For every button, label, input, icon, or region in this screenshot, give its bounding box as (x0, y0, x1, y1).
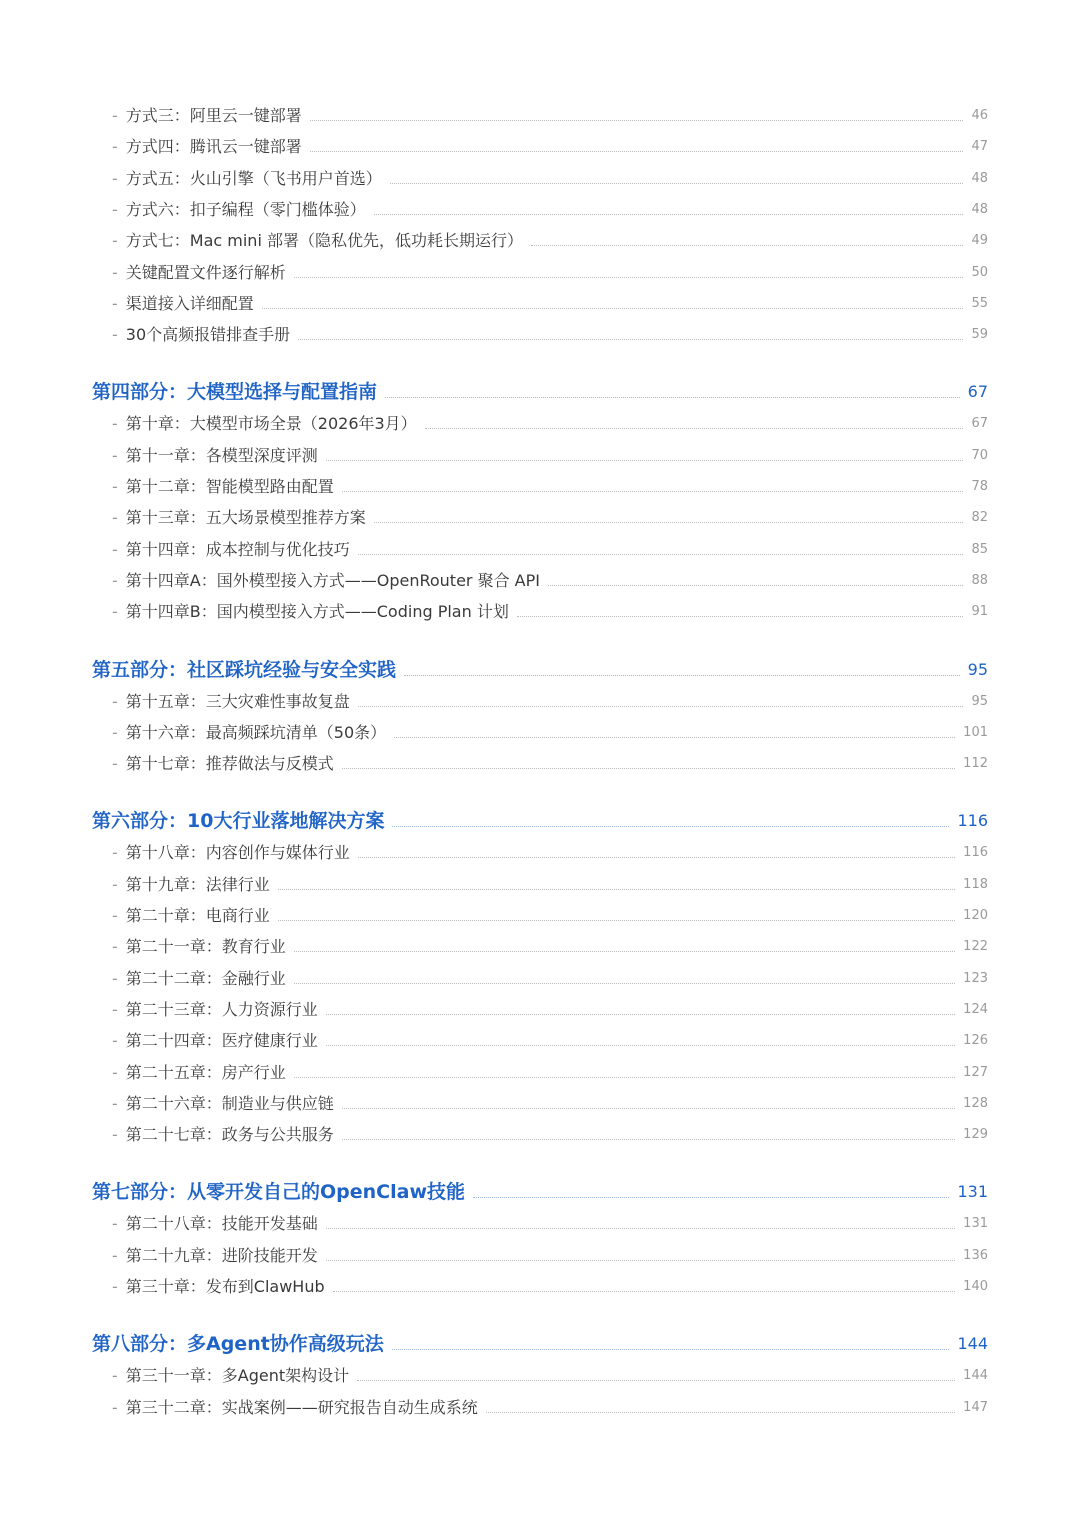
page-number: 47 (971, 139, 988, 155)
page-number: 128 (963, 1095, 988, 1111)
chapter-title: 第二十六章：制造业与供应链 (125, 1093, 334, 1113)
toc-chapter-entry[interactable] (112, 692, 988, 712)
page-number: 85 (971, 541, 988, 557)
list-dash: - (112, 262, 118, 282)
chapter-title: 第三十一章：多Agent架构设计 (125, 1366, 350, 1386)
chapter-title: 第十九章：法律行业 (125, 874, 270, 894)
list-dash: - (112, 1125, 118, 1145)
page-number: 48 (971, 201, 988, 217)
dotted-leader (342, 768, 955, 769)
toc-chapter-entry[interactable] (112, 263, 988, 283)
chapter-title: 第二十七章：政务与公共服务 (125, 1125, 334, 1145)
dotted-leader (425, 428, 964, 429)
page-number: 136 (963, 1247, 988, 1263)
chapter-title: 第二十四章：医疗健康行业 (125, 1031, 318, 1051)
toc-chapter-entry[interactable] (112, 106, 988, 126)
list-dash: - (112, 1062, 118, 1082)
dotted-leader (394, 737, 955, 738)
part-title: 第四部分：大模型选择与配置指南 (92, 381, 378, 404)
list-dash: - (112, 968, 118, 988)
dotted-leader (294, 983, 955, 984)
toc-chapter-entry[interactable] (112, 137, 988, 157)
page-number: 127 (963, 1064, 988, 1080)
chapter-title: 第十四章A：国外模型接入方式——OpenRouter 聚合 API (125, 570, 540, 590)
toc-chapter-entry[interactable] (112, 446, 988, 466)
chapter-title: 第二十八章：技能开发基础 (125, 1214, 318, 1234)
dotted-leader (278, 889, 955, 890)
chapter-title: 方式七：Mac mini 部署（隐私优先，低功耗长期运行） (125, 231, 523, 251)
page-number: 95 (967, 659, 988, 679)
dotted-leader (326, 1014, 955, 1015)
toc-chapter-entry[interactable] (112, 906, 988, 926)
page-number: 101 (963, 724, 988, 740)
dotted-leader (358, 554, 964, 555)
page-number: 95 (971, 693, 988, 709)
list-dash: - (112, 106, 118, 125)
chapter-title: 第二十章：电商行业 (125, 906, 270, 925)
toc-chapter-entry[interactable] (112, 969, 988, 989)
dotted-leader (342, 1108, 955, 1109)
dotted-leader (358, 706, 964, 707)
toc-chapter-entry[interactable] (112, 1000, 988, 1020)
dotted-leader (473, 1197, 949, 1198)
chapter-title: 第十三章：五大场景模型推荐方案 (125, 508, 366, 528)
dotted-leader (342, 491, 964, 492)
list-dash: - (112, 293, 118, 313)
toc-part-entry[interactable] (92, 809, 988, 833)
dotted-leader (385, 397, 960, 398)
page-number: 116 (957, 811, 988, 831)
list-dash: - (112, 539, 118, 559)
dotted-leader (548, 585, 963, 586)
dotted-leader (326, 1045, 955, 1046)
chapter-title: 第十章：大模型市场全景（2026年3月） (125, 414, 417, 434)
page-number: 126 (963, 1033, 988, 1049)
list-dash: - (112, 722, 118, 742)
list-dash: - (112, 1397, 118, 1417)
list-dash: - (112, 602, 118, 622)
page-number: 122 (963, 939, 988, 955)
list-dash: - (112, 231, 118, 251)
page-number: 123 (963, 970, 988, 986)
toc-chapter-entry[interactable] (112, 294, 988, 314)
list-dash: - (112, 1214, 118, 1234)
list-dash: - (112, 843, 118, 863)
page-number: 112 (963, 756, 988, 772)
toc-part-entry[interactable] (92, 380, 988, 404)
chapter-title: 第十八章：内容创作与媒体行业 (125, 843, 350, 863)
list-dash: - (112, 137, 118, 157)
chapter-title: 第十六章：最高频踩坑清单（50条） (125, 722, 387, 742)
toc-chapter-entry[interactable] (112, 1398, 988, 1418)
dotted-leader (326, 460, 964, 461)
list-dash: - (112, 906, 118, 925)
toc-chapter-entry[interactable] (112, 875, 988, 895)
toc-chapter-entry[interactable] (112, 1246, 988, 1266)
dotted-leader (310, 120, 964, 121)
page-number: 124 (963, 1001, 988, 1017)
dotted-leader (358, 857, 955, 858)
page-number: 78 (971, 479, 988, 494)
chapter-title: 第二十一章：教育行业 (125, 937, 286, 957)
toc-chapter-entry[interactable] (112, 1031, 988, 1051)
chapter-title: 第二十九章：进阶技能开发 (125, 1245, 318, 1265)
toc-chapter-entry[interactable] (112, 540, 988, 560)
page-number: 120 (963, 908, 988, 923)
dotted-leader (357, 1380, 955, 1381)
list-dash: - (112, 325, 118, 345)
page-number: 59 (971, 327, 988, 343)
page-number: 49 (971, 233, 988, 249)
toc-chapter-entry[interactable] (112, 508, 988, 528)
list-dash: - (112, 691, 118, 711)
chapter-title: 第二十三章：人力资源行业 (125, 999, 318, 1019)
toc-chapter-entry[interactable] (112, 1125, 988, 1145)
chapter-title: 第十四章B：国内模型接入方式——Coding Plan 计划 (125, 602, 509, 622)
list-dash: - (112, 477, 118, 496)
part-title: 第七部分：从零开发自己的OpenClaw技能 (92, 1181, 465, 1204)
chapter-title: 第十二章：智能模型路由配置 (125, 477, 334, 496)
list-dash: - (112, 508, 118, 528)
dotted-leader (298, 339, 963, 340)
chapter-title: 方式三：阿里云一键部署 (125, 106, 302, 125)
list-dash: - (112, 754, 118, 774)
page-number: 131 (957, 1182, 988, 1202)
dotted-leader (294, 951, 955, 952)
dotted-leader (486, 1412, 955, 1413)
toc-chapter-entry[interactable] (112, 477, 988, 497)
list-dash: - (112, 1245, 118, 1265)
toc-chapter-entry[interactable] (112, 571, 988, 591)
page-number: 131 (963, 1216, 988, 1232)
dotted-leader (294, 1077, 955, 1078)
toc-chapter-entry[interactable] (112, 325, 988, 345)
toc-chapter-entry[interactable] (112, 602, 988, 622)
dotted-leader (392, 826, 949, 827)
page-number: 91 (971, 604, 988, 620)
page-number: 67 (971, 416, 988, 432)
toc-chapter-entry[interactable] (112, 1214, 988, 1234)
dotted-leader (342, 1139, 955, 1140)
chapter-title: 第二十五章：房产行业 (125, 1062, 286, 1082)
toc-part-entry[interactable] (92, 1180, 988, 1204)
dotted-leader (310, 151, 964, 152)
list-dash: - (112, 1093, 118, 1113)
part-title: 第五部分：社区踩坑经验与安全实践 (92, 658, 397, 681)
toc-chapter-entry[interactable] (112, 1366, 988, 1386)
list-dash: - (112, 445, 118, 465)
chapter-title: 第三十章：发布到ClawHub (125, 1277, 325, 1296)
page-number: 147 (963, 1399, 988, 1415)
list-dash: - (112, 1366, 118, 1386)
dotted-leader (326, 1260, 955, 1261)
page-number: 140 (963, 1279, 988, 1294)
toc-chapter-entry[interactable] (112, 754, 988, 774)
toc-chapter-entry[interactable] (112, 414, 988, 434)
page-number: 50 (971, 264, 988, 280)
chapter-title: 渠道接入详细配置 (125, 293, 254, 313)
chapter-title: 第十五章：三大灾难性事故复盘 (125, 691, 350, 711)
page-number: 129 (963, 1127, 988, 1143)
dotted-leader (374, 522, 964, 523)
chapter-title: 方式五：火山引擎（飞书用户首选） (125, 168, 382, 188)
chapter-title: 第三十二章：实战案例——研究报告自动生成系统 (125, 1397, 478, 1417)
page-number: 144 (957, 1334, 988, 1354)
dotted-leader (294, 277, 964, 278)
chapter-title: 第十四章：成本控制与优化技巧 (125, 539, 350, 559)
toc-chapter-entry[interactable] (112, 843, 988, 863)
chapter-title: 方式六：扣子编程（零门槛体验） (125, 199, 366, 219)
toc-chapter-entry[interactable] (112, 723, 988, 743)
toc-chapter-entry[interactable] (112, 231, 988, 251)
dotted-leader (262, 308, 964, 309)
chapter-title: 第十七章：推荐做法与反模式 (125, 754, 334, 774)
chapter-title: 第二十二章：金融行业 (125, 968, 286, 988)
dotted-leader (531, 245, 963, 246)
dotted-leader (390, 183, 964, 184)
chapter-title: 方式四：腾讯云一键部署 (125, 137, 302, 157)
page-number: 46 (971, 108, 988, 123)
toc-chapter-entry[interactable] (112, 200, 988, 220)
dotted-leader (392, 1349, 950, 1350)
toc-chapter-entry[interactable] (112, 169, 988, 189)
list-dash: - (112, 199, 118, 219)
page-number: 82 (971, 510, 988, 526)
list-dash: - (112, 937, 118, 957)
page-number: 116 (963, 845, 988, 861)
dotted-leader (517, 616, 964, 617)
list-dash: - (112, 414, 118, 434)
dotted-leader (278, 920, 955, 921)
list-dash: - (112, 1031, 118, 1051)
part-title: 第六部分：10大行业落地解决方案 (92, 810, 385, 833)
dotted-leader (404, 675, 960, 676)
dotted-leader (326, 1228, 955, 1229)
toc-chapter-entry[interactable] (112, 1063, 988, 1083)
list-dash: - (112, 874, 118, 894)
toc-chapter-entry[interactable] (112, 1277, 988, 1297)
chapter-title: 第十一章：各模型深度评测 (125, 445, 318, 465)
page-number: 70 (971, 447, 988, 463)
part-title: 第八部分：多Agent协作高级玩法 (92, 1333, 384, 1356)
page-number: 67 (967, 382, 988, 402)
dotted-leader (374, 214, 964, 215)
page-number: 48 (971, 170, 988, 186)
page-number: 144 (963, 1368, 988, 1384)
toc-part-entry[interactable] (92, 658, 988, 682)
page-number: 118 (963, 876, 988, 892)
toc-chapter-entry[interactable] (112, 937, 988, 957)
dotted-leader (333, 1291, 956, 1292)
list-dash: - (112, 999, 118, 1019)
toc-chapter-entry[interactable] (112, 1094, 988, 1114)
list-dash: - (112, 168, 118, 188)
list-dash: - (112, 570, 118, 590)
toc-part-entry[interactable] (92, 1332, 988, 1356)
chapter-title: 关键配置文件逐行解析 (125, 262, 286, 282)
page-number: 55 (971, 295, 988, 311)
list-dash: - (112, 1277, 118, 1296)
chapter-title: 30个高频报错排查手册 (125, 325, 291, 345)
page-number: 88 (971, 572, 988, 588)
